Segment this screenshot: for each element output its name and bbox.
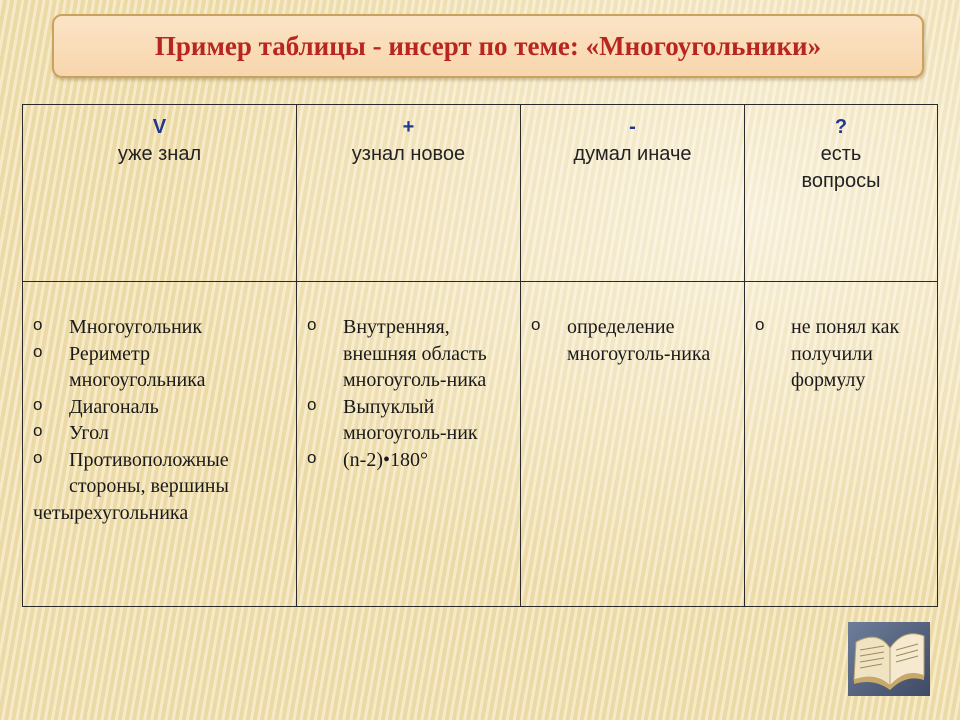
bullet-icon: o — [755, 315, 765, 334]
body-cell-thought-otherwise — [521, 282, 745, 606]
open-book-icon — [848, 622, 930, 696]
list-item: o Диагональ — [33, 394, 290, 421]
list-item: o Противоположные стороны, вершины — [33, 447, 290, 500]
insert-table — [22, 104, 938, 607]
header-label: есть вопросы — [801, 143, 881, 192]
bullet-icon: o — [33, 447, 43, 467]
body-cell-questions — [745, 282, 937, 606]
header-symbol: ? — [834, 116, 848, 138]
list — [307, 314, 514, 473]
bullet-icon: o — [307, 315, 317, 334]
header-cell-knew — [23, 105, 297, 282]
bullet-icon: o — [33, 341, 43, 361]
header-cell-learned — [297, 105, 521, 282]
list — [33, 314, 290, 500]
header-symbol: V — [152, 116, 167, 138]
header-cell-questions — [745, 105, 937, 282]
bullet-icon: o — [33, 394, 43, 414]
header-symbol: + — [402, 116, 415, 138]
list-item: o (n-2)•180° — [307, 447, 514, 474]
list-item: o Рериметр многоугольника — [33, 341, 290, 394]
title-banner — [52, 14, 924, 78]
bullet-icon: o — [307, 447, 317, 467]
body-cell-learned — [297, 282, 521, 606]
list-item: o Выпуклый многоуголь-ник — [307, 394, 514, 447]
list-continuation: четырехугольника — [33, 501, 189, 524]
list — [755, 314, 931, 394]
bullet-icon: o — [33, 315, 43, 334]
list-item: o Угол — [33, 420, 290, 447]
bullet-icon: o — [33, 421, 43, 440]
list-item: o Многоугольник — [33, 314, 290, 341]
header-label: узнал новое — [351, 143, 466, 165]
list-item: o Внутренняя, внешняя область многоуголь-ника — [307, 314, 514, 394]
header-cell-thought-otherwise — [521, 105, 745, 282]
body-cell-knew — [23, 282, 297, 606]
header-label: думал иначе — [573, 143, 692, 165]
bullet-icon: o — [307, 394, 317, 414]
header-symbol: - — [629, 116, 636, 138]
header-label: уже знал — [117, 143, 202, 165]
list-item: o определение многоуголь-ника — [531, 314, 738, 367]
page-title: Пример таблицы - инсерт по теме: «Многоугольники» — [154, 30, 822, 61]
bullet-icon: o — [531, 315, 541, 334]
list-item: o не понял как получили формулу — [755, 314, 931, 394]
list — [531, 314, 738, 367]
